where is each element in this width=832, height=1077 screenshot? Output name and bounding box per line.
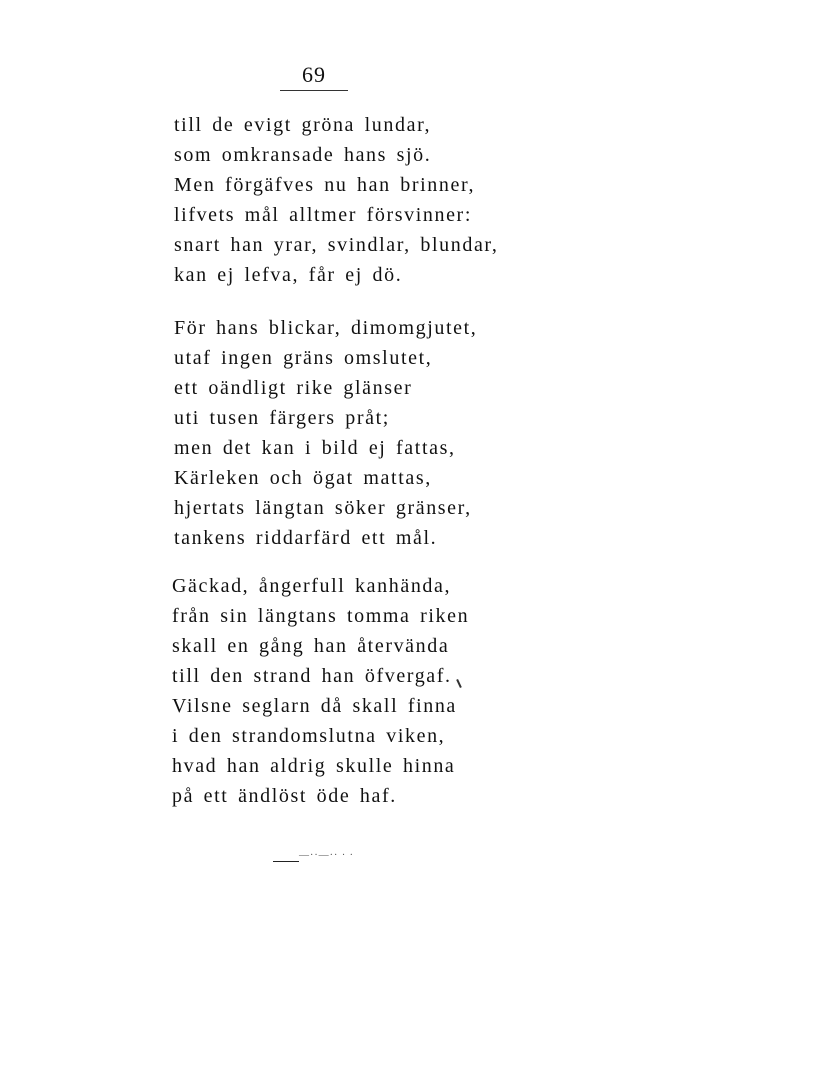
poem-line: i den strandomslutna viken, — [172, 725, 446, 747]
poem-line: skall en gång han återvända — [172, 635, 450, 657]
stray-mark — [456, 679, 462, 688]
poem-line: till de evigt gröna lundar, — [174, 114, 432, 136]
poem-line: uti tusen färgers pråt; — [174, 407, 390, 429]
tailpiece-ornament — [273, 850, 368, 866]
poem-line: För hans blickar, dimomgjutet, — [174, 317, 478, 339]
poem-line: Vilsne seglarn då skall finna — [172, 695, 457, 717]
poem-line: Kärleken och ögat mattas, — [174, 467, 432, 489]
tailpiece-dash — [273, 861, 299, 862]
page-number: 69 — [302, 62, 326, 87]
poem-line: utaf ingen gräns omslutet, — [174, 347, 433, 369]
poem-line: Men förgäfves nu han brinner, — [174, 174, 476, 196]
poem-line: som omkransade hans sjö. — [174, 144, 432, 166]
page-number-rule — [280, 90, 348, 91]
poem-line: hjertats längtan söker gränser, — [174, 497, 472, 519]
poem-line: ett oändligt rike glänser — [174, 377, 413, 399]
poem-line: snart han yrar, svindlar, blundar, — [174, 234, 499, 256]
poem-line: från sin längtans tomma riken — [172, 605, 470, 627]
poem-line: lifvets mål alltmer försvinner: — [174, 204, 472, 226]
poem-line: kan ej lefva, får ej dö. — [174, 264, 403, 286]
poem-line: Gäckad, ångerfull kanhända, — [172, 575, 452, 597]
poem-line: tankens riddarfärd ett mål. — [174, 527, 438, 549]
poem-line: på ett ändlöst öde haf. — [172, 785, 397, 807]
poem-line: men det kan i bild ej fattas, — [174, 437, 456, 459]
poem-line: hvad han aldrig skulle hinna — [172, 755, 456, 777]
tailpiece-dots: —··—·· · · — [299, 850, 354, 861]
poem-line: till den strand han öfvergaf. — [172, 665, 452, 687]
